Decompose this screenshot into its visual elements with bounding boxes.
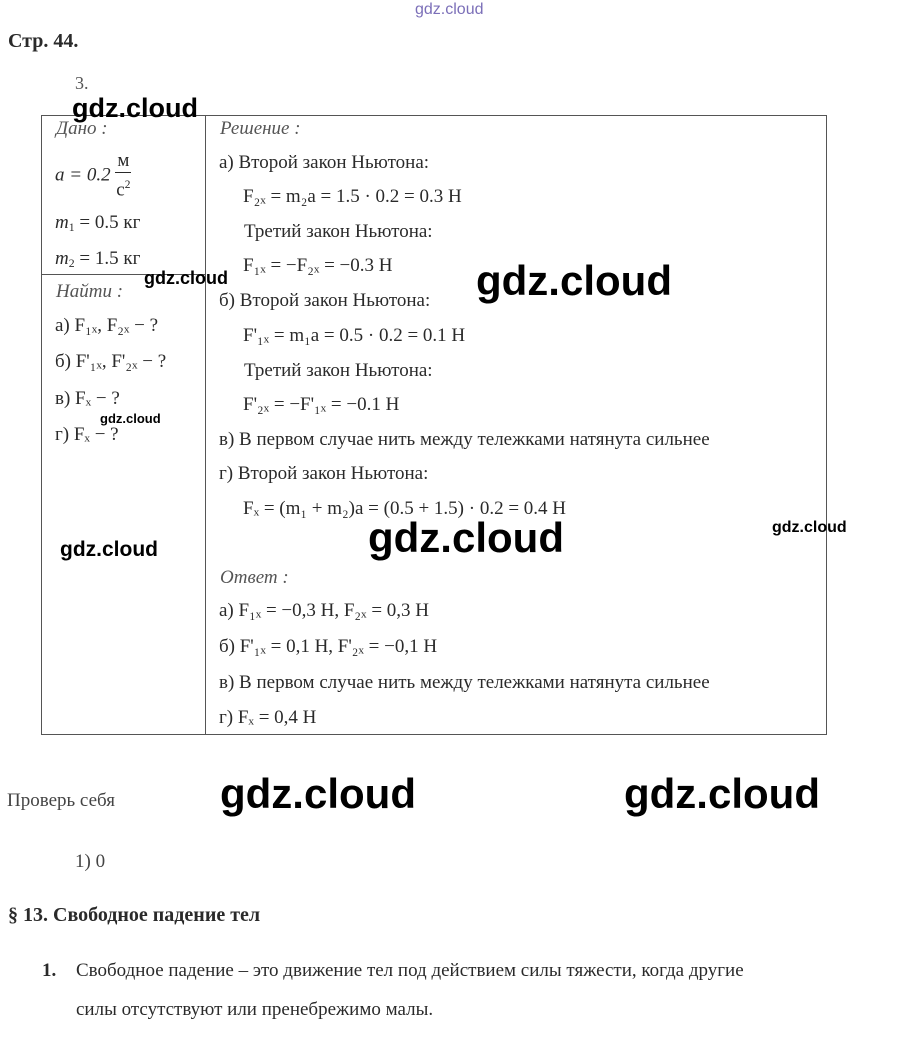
section-item-number: 1. — [42, 960, 57, 981]
given-acceleration: a = 0.2 $\frac{м}{с^2}$ — [55, 150, 131, 201]
watermark: gdz.cloud — [72, 93, 198, 123]
given-m1: $m_1 = 0.5$ кг — [55, 212, 141, 234]
watermark: gdz.cloud — [220, 770, 416, 817]
given-heading: Дано : — [56, 118, 108, 139]
answer-d: г) Fₓ = 0,4 Н — [219, 707, 317, 728]
solution-b-title: б) Второй закон Ньютона: — [219, 290, 431, 311]
solution-b-law3: Третий закон Ньютона: — [244, 360, 433, 381]
page-title: Стр. 44. — [8, 30, 79, 52]
answer-heading: Ответ : — [220, 567, 289, 588]
watermark: gdz.cloud — [60, 538, 158, 561]
solution-a-eq1: F₂ₓ = m₂a = 1.5 · 0.2 = 0.3 Н — [243, 186, 462, 207]
find-item-c: в) Fₓ − ? — [55, 388, 120, 409]
watermark: gdz.cloud — [100, 411, 161, 426]
find-item-b: б) F'₁ₓ, F'₂ₓ − ? — [55, 351, 167, 372]
solution-heading: Решение : — [220, 118, 301, 139]
solution-c-text: в) В первом случае нить между тележками натянута сильнее — [219, 429, 710, 450]
acceleration-unit: $\frac{м}{с^2}$ — [116, 150, 131, 201]
watermark: gdz.cloud — [144, 268, 228, 288]
section-item-line2: силы отсутствуют или пренебрежимо малы. — [76, 999, 434, 1020]
watermark-top: gdz.cloud — [415, 1, 484, 18]
watermark: gdz.cloud — [476, 257, 672, 304]
solution-a-title: а) Второй закон Ньютона: — [219, 152, 430, 173]
solution-d-eq: Fₓ = (m₁ + m₂)a = (0.5 + 1.5) · 0.2 = 0.4 Н — [243, 498, 566, 519]
solution-b-eq1: F'₁ₓ = m₁a = 0.5 · 0.2 = 0.1 Н — [243, 325, 466, 346]
solution-b-eq2: F'₂ₓ = −F'₁ₓ = −0.1 Н — [243, 394, 400, 415]
watermark: gdz.cloud — [368, 514, 564, 561]
find-item-d: г) Fₓ − ? — [55, 424, 119, 445]
watermark: gdz.cloud — [772, 519, 847, 536]
check-title: Проверь себя — [7, 790, 115, 811]
given-m2: $m_2 = 1.5$ кг — [55, 248, 141, 270]
problem-number: 3. — [75, 73, 89, 93]
section-item-line1: Свободное падение – это движение тел под действием силы тяжести, когда другие — [76, 960, 744, 981]
solution-a-law3: Третий закон Ньютона: — [244, 221, 433, 242]
check-item: 1) 0 — [75, 851, 106, 872]
watermark: gdz.cloud — [624, 770, 820, 817]
answer-b: б) F'₁ₓ = 0,1 Н, F'₂ₓ = −0,1 Н — [219, 636, 438, 657]
solution-a-eq2: F₁ₓ = −F₂ₓ = −0.3 Н — [243, 255, 393, 276]
solution-d-title: г) Второй закон Ньютона: — [219, 463, 429, 484]
answer-c: в) В первом случае нить между тележками натянута сильнее — [219, 672, 710, 693]
find-heading: Найти : — [56, 281, 124, 302]
section-title: § 13. Свободное падение тел — [8, 904, 261, 926]
answer-a: а) F₁ₓ = −0,3 Н, F₂ₓ = 0,3 Н — [219, 600, 430, 621]
find-item-a: а) F₁ₓ, F₂ₓ − ? — [55, 315, 159, 336]
